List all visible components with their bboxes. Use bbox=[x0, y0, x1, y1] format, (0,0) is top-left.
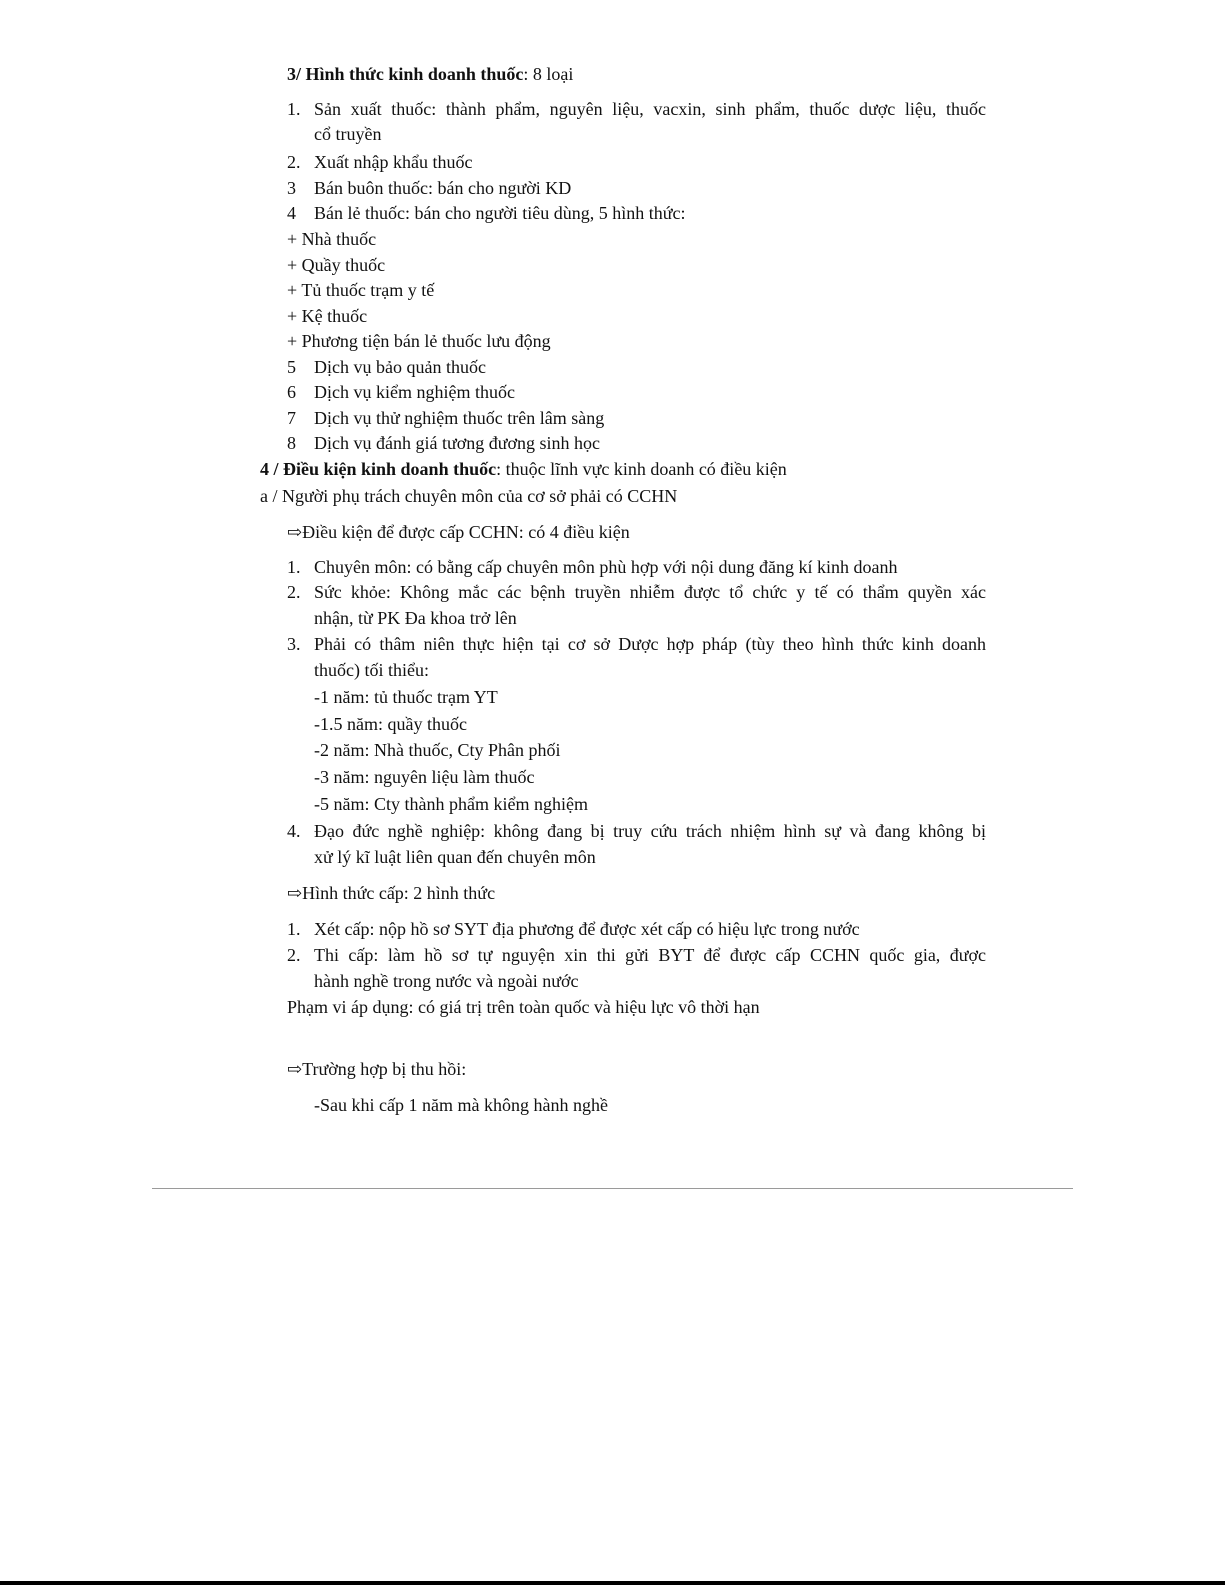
list-item-text: Phải có thâm niên thực hiện tại cơ sở Dược hợp pháp (tùy theo hình thức kinh doanh bbox=[314, 634, 986, 654]
retail-form-item: + Tủ thuốc trạm y tế bbox=[287, 280, 435, 300]
list-item-number: 8 bbox=[287, 433, 296, 453]
issue-title: ⇨Hình thức cấp: 2 hình thức bbox=[287, 883, 496, 903]
revoke-title: ⇨Trường hợp bị thu hồi: bbox=[287, 1059, 467, 1079]
list-item-text: Dịch vụ đánh giá tương đương sinh học bbox=[314, 433, 601, 453]
list-item-text-continued: xử lý kĩ luật liên quan đến chuyên môn bbox=[314, 847, 596, 867]
list-item-number: 5 bbox=[287, 357, 296, 377]
list-item-text: Xét cấp: nộp hồ sơ SYT địa phương để được xét cấp có hiệu lực trong nước bbox=[314, 919, 860, 939]
section-3-heading bbox=[287, 63, 573, 85]
list-item-text: Xuất nhập khẩu thuốc bbox=[314, 152, 473, 172]
retail-form-item: + Phương tiện bán lẻ thuốc lưu động bbox=[287, 331, 551, 351]
subsection-a: a / Người phụ trách chuyên môn của cơ sở phải có CCHN bbox=[260, 486, 678, 506]
seniority-item: -2 năm: Nhà thuốc, Cty Phân phối bbox=[314, 740, 561, 760]
list-item-text: Sản xuất thuốc: thành phẩm, nguyên liệu, vacxin, sinh phẩm, thuốc dược liệu, thuốc bbox=[314, 99, 986, 119]
list-item-text: Sức khỏe: Không mắc các bệnh truyền nhiễm được tổ chức y tế có thẩm quyền xác bbox=[314, 582, 986, 602]
list-item-text: Chuyên môn: có bằng cấp chuyên môn phù hợp với nội dung đăng kí kinh doanh bbox=[314, 557, 898, 577]
list-item-number: 1. bbox=[287, 919, 301, 939]
seniority-item: -1.5 năm: quầy thuốc bbox=[314, 714, 467, 734]
retail-form-item: + Quầy thuốc bbox=[287, 255, 386, 275]
section-3-heading-rest: : 8 loại bbox=[523, 64, 574, 84]
bottom-edge-bar bbox=[0, 1581, 1225, 1585]
list-item-text-continued: nhận, từ PK Đa khoa trở lên bbox=[314, 608, 517, 628]
retail-form-item: + Kệ thuốc bbox=[287, 306, 368, 326]
list-item-text: Thi cấp: làm hồ sơ tự nguyện xin thi gửi BYT để được cấp CCHN quốc gia, được bbox=[314, 945, 986, 965]
list-item-number: 6 bbox=[287, 382, 296, 402]
section-4-heading-rest: : thuộc lĩnh vực kinh doanh có điều kiện bbox=[496, 459, 787, 479]
revoke-item: -Sau khi cấp 1 năm mà không hành nghề bbox=[314, 1095, 608, 1115]
list-item-text: Đạo đức nghề nghiệp: không đang bị truy cứu trách nhiệm hình sự và đang không bị bbox=[314, 821, 986, 841]
list-item-text: Bán buôn thuốc: bán cho người KD bbox=[314, 178, 572, 198]
conditions-title: ⇨Điều kiện để được cấp CCHN: có 4 điều kiện bbox=[287, 522, 630, 542]
list-item-number: 2. bbox=[287, 152, 301, 172]
section-4-heading-bold: 4 / Điều kiện kinh doanh thuốc bbox=[260, 459, 497, 479]
list-item-number: 7 bbox=[287, 408, 296, 428]
section-3-heading-bold: 3/ Hình thức kinh doanh thuốc bbox=[287, 64, 524, 84]
list-item-number: 2. bbox=[287, 582, 301, 602]
list-item-number: 3. bbox=[287, 634, 301, 654]
list-item-number: 1. bbox=[287, 557, 301, 577]
list-item-number: 2. bbox=[287, 945, 301, 965]
list-item-text-continued: cổ truyền bbox=[314, 124, 382, 144]
list-item-text: Dịch vụ kiểm nghiệm thuốc bbox=[314, 382, 515, 402]
list-item-text-continued: thuốc) tối thiểu: bbox=[314, 660, 429, 680]
list-item-text: Dịch vụ bảo quản thuốc bbox=[314, 357, 486, 377]
list-item-number: 1. bbox=[287, 99, 301, 119]
scope-text: Phạm vi áp dụng: có giá trị trên toàn quốc và hiệu lực vô thời hạn bbox=[287, 997, 760, 1017]
list-item-text: Bán lẻ thuốc: bán cho người tiêu dùng, 5 hình thức: bbox=[314, 203, 686, 223]
list-item-number: 4 bbox=[287, 203, 296, 223]
seniority-item: -1 năm: tủ thuốc trạm YT bbox=[314, 687, 498, 707]
list-item-number: 3 bbox=[287, 178, 296, 198]
seniority-item: -3 năm: nguyên liệu làm thuốc bbox=[314, 767, 535, 787]
retail-form-item: + Nhà thuốc bbox=[287, 229, 377, 249]
list-item-number: 4. bbox=[287, 821, 301, 841]
seniority-item: -5 năm: Cty thành phẩm kiểm nghiệm bbox=[314, 794, 588, 814]
section-4-heading bbox=[260, 458, 787, 480]
page-divider bbox=[152, 1188, 1073, 1189]
list-item-text: Dịch vụ thử nghiệm thuốc trên lâm sàng bbox=[314, 408, 605, 428]
list-item-text-continued: hành nghề trong nước và ngoài nước bbox=[314, 971, 579, 991]
